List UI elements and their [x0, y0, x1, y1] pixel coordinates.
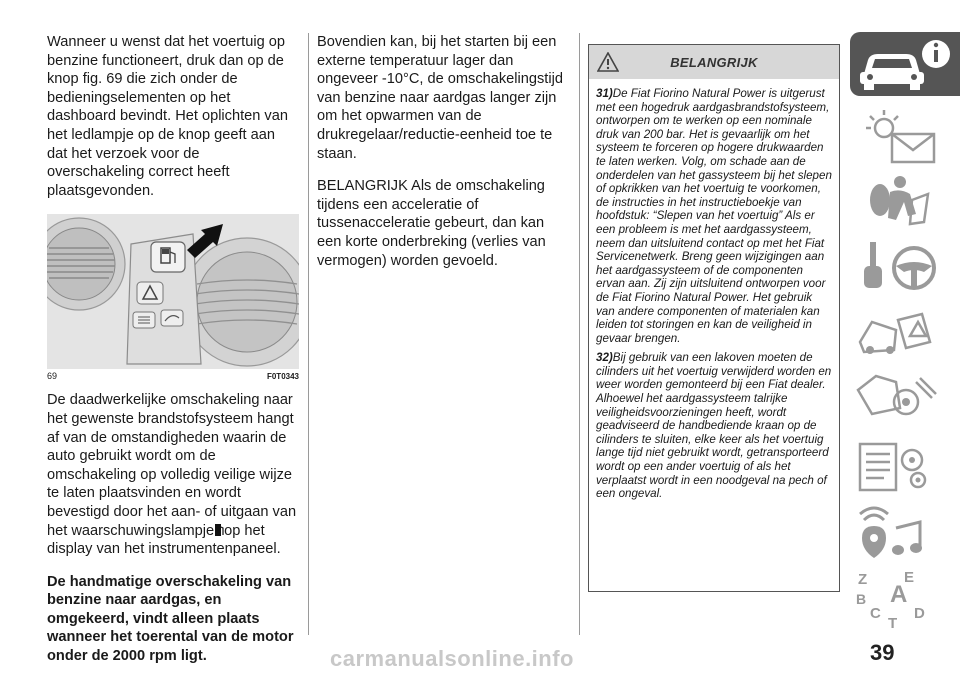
important-notice-box [588, 44, 840, 592]
car-info-icon [850, 32, 960, 96]
dashboard-vent-illustration [47, 214, 299, 369]
important-title: BELANGRIJK [670, 55, 758, 70]
switchover-paragraph [47, 391, 299, 558]
note-31 [596, 87, 832, 345]
switchover-text-end: op het display van het instrumentenpaneel. [47, 522, 281, 558]
accident-icon [850, 302, 960, 364]
column-1 [47, 33, 299, 680]
figure-caption [47, 371, 299, 382]
column-divider-1 [308, 33, 309, 635]
fuel-pump-icon [214, 523, 224, 537]
tools-icon [850, 368, 960, 430]
sidebar-tab-maintenance[interactable] [850, 368, 960, 430]
svg-text:E: E [904, 569, 915, 586]
column-divider-2 [579, 33, 580, 635]
watermark: carmanualsonline.info [330, 646, 574, 671]
maintenance-list-icon [850, 436, 960, 498]
manual-switch-paragraph: De handmatige overschakeling van benzine naar aardgas, en omgekeerd, vindt alleen plaats wanneer het toerental van de motor onder de 2000 rpm ligt. [47, 573, 294, 665]
important-header [589, 45, 839, 79]
figure-number: 69 [47, 371, 58, 382]
airbag-seat-icon [850, 170, 960, 232]
sidebar-tab-starting-driving[interactable] [850, 236, 960, 298]
sidebar-tab-technical-data[interactable] [850, 436, 960, 498]
svg-text:A: A [890, 581, 908, 608]
note-32-number: 32) [596, 351, 613, 365]
sidebar-tab-emergency[interactable] [850, 302, 960, 364]
column-2 [317, 33, 571, 284]
figure-code: F0T0343 [266, 372, 299, 382]
sidebar-tab-warning-lights[interactable] [850, 106, 960, 168]
acceleration-note-paragraph: BELANGRIJK Als de omschakeling tijdens een acceleratie of tussenacceleratie gebeurt, dan kan een korte onderbreking (verlies van vermogen) worden gevoeld. [317, 178, 546, 269]
intro-paragraph: Wanneer u wenst dat het voertuig op benzine functioneert, druk dan op de knop fig. 69 die zich onder de bedieningselementen op het dashboard bevindt. Het oplichten van het ledlampje op de knop geeft aan dat het verzoek voor de overschakeling correct heeft plaatsgevonden. [47, 34, 288, 199]
sidebar-tab-car-info[interactable] [850, 32, 960, 96]
key-steering-icon [850, 236, 960, 298]
switchover-text-start: De daadwerkelijke omschakeling naar het gewenste brandstofsysteem hangt af van de omstandigheden waarin de auto gebruikt wordt om de omschakeling op volledig veilige wijze te laten plaatsvinden en wordt bevestigd door het aan- of uitgaan van het waarschuwingslampje [47, 392, 297, 539]
index-letters-icon [850, 568, 960, 630]
svg-text:D: D [914, 605, 925, 622]
warning-lights-icon [850, 106, 960, 168]
sidebar-tab-safety[interactable] [850, 170, 960, 232]
multimedia-icon [850, 502, 960, 564]
sidebar-tab-index[interactable] [850, 568, 960, 630]
svg-text:C: C [870, 605, 881, 622]
note-32-text: Bij gebruik van een lakoven moeten de cilinders uit het voertuig verwijderd worden en weer worden gemonteerd bij een Fiat dealer. Alhoewel het aardgassysteem talrijke veiligheidsvoorzieningen heeft, wordt geadviseerd de handbediende kraan op de cilinders te sluiten, elke keer als het voertuig lange tijd niet gebruikt wordt, getransporteerd wordt op een ander voertuig of als het verplaatst wordt in een noodgeval na pech of een ongeval. [596, 351, 832, 501]
cold-start-paragraph: Bovendien kan, bij het starten bij een externe temperatuur lager dan ongeveer -10°C, de omschakelingstijd van benzine naar aardgas langer zijn om het opwarmen van de drukregelaar/reductie-eenheid toe te staan. [317, 34, 563, 162]
svg-text:Z: Z [858, 571, 868, 588]
sidebar-tab-multimedia[interactable] [850, 502, 960, 564]
note-32 [596, 351, 832, 501]
svg-text:B: B [856, 591, 867, 607]
note-31-number: 31) [596, 87, 613, 100]
note-31-text: De Fiat Fiorino Natural Power is uitgerust met een hogedruk aardgasbrandstofsysteem, ontworpen om te werken op een nominale druk van 200 bar. Het is gevaarlijk om het systeem te forceren op hogere drukwaarden te laten werken. Volg, om schade aan de onderdelen van het gassysteem bij het slepen of opkrikken van het voertuig te voorkomen, de instructies in het instructieboekje van hoofdstuk: “Slepen van het voertuig” Als er een probleem is met het aardgassysteem, neem dan uitsluitend contact op met het Fiat Servicenetwerk. Breng geen wijzigingen aan het aardgassysteem of de componenten ervan aan. Zij zijn uitsluitend ontworpen voor de Fiat Fiorino Natural Power. Het gebruik van andere componenten of materialen kan leiden tot storingen en kan de veiligheid in gevaar brengen. [596, 87, 832, 345]
important-body [589, 79, 839, 501]
page-number: 39 [870, 640, 895, 665]
dashboard-figure [47, 214, 299, 369]
svg-text:T: T [888, 615, 898, 630]
